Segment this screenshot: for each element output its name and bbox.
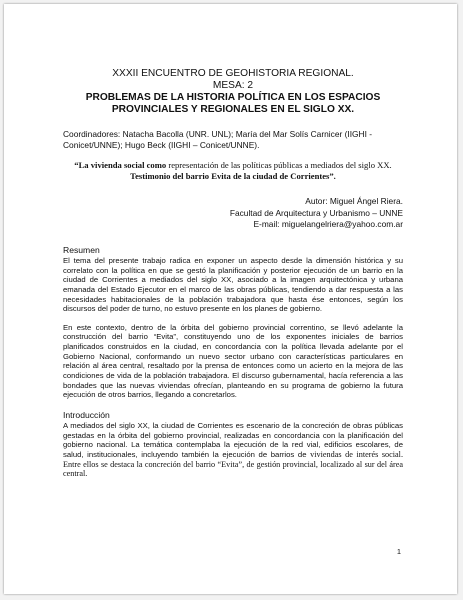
coordinators: Coordinadores: Natacha Bacolla (UNR. UNL); María del Mar Solís Carnicer (IIGHI - Conicet/UNNE); Hugo Beck (IIGHI – Conicet/UNNE). [63,129,373,150]
paper-title-part1: “La vivienda social como [74,160,167,171]
paper-title [63,160,403,181]
session-label: MESA: 2 [212,80,254,91]
author-email: E-mail: miguelangelriera@yahoo.com.ar [253,219,403,230]
page-content [63,68,403,479]
introduccion-heading: Introducción [63,410,110,421]
resumen-paragraph-2b: planificados construidos en la ciudad, en concordancia con la política llevada adelante por el Gobierno Nacional, conformando un nuevo sector urbano con características particulares en relación al área central, resaltado por la prensa de entonces como un acierto en la mejora de las condiciones de vida de la población trabajadora. El discurso gubernamental, hacía referencia a las bondades que las nuevas viviendas ofrecían, planteando en su programa de gobierno la futura ejecución de otros barrios, llegando a concretarlos. [63,342,403,400]
author-name: Autor: Miguel Ángel Riera. [305,196,403,207]
resumen-paragraph-2 [63,323,403,400]
paper-title-part3: Testimonio del barrio Evita de la ciudad de Corrientes”. [130,170,336,181]
resumen-paragraph-2a: En este contexto, dentro de la órbita del gobierno provincial correntino, se llevó adelante la construcción del barrio “Evita”, constituyendo uno de los exponentes iniciales de barrios [63,322,403,342]
paper-title-part2: representación de las políticas públicas a mediados del siglo XX. [166,160,392,171]
session-title-line1: PROBLEMAS DE LA HISTORIA POLÍTICA EN LOS ESPACIOS [85,92,381,103]
introduccion-paragraph-1 [63,421,403,479]
document-page [4,4,457,594]
author-block [63,196,403,231]
page-number: 1 [396,547,401,556]
introduccion-paragraph-1a: A mediados del siglo XX, la ciudad de Corrientes es escenario de la concreción de obras públicas gestadas en la órbita del gobierno provincial, realizadas en concordancia con la planificación del gobierno nacional. La temática contemplaba la ejecución de la red vial, edificios escolares, de salud, institucionales, incluyendo también la ejecución de barrios de [63,421,403,460]
session-title-line2: PROVINCIALES Y REGIONALES EN EL SIGLO XX. [111,104,355,115]
resumen-heading: Resumen [63,244,100,255]
resumen-paragraph-1: El tema del presente trabajo radica en exponer un aspecto desde la dimensión histórica y su correlato con la política en que se gestó la planificación y posterior ejecución de un barrio en la ciudad de Corrientes a mediados del siglo XX, asociado a la imagen arquitectónica y urbana emanada del Estado Ejecutor en el marco de las obras públicas, tendiendo a dar respuesta a las necesidades habitacionales de la población trabajadora que hasta ése entonces, según los discursos del poder de turno, no estuvo presente en los planes de gobierno. [63,255,403,314]
author-affiliation: Facultad de Arquitectura y Urbanismo – UNNE [229,207,403,218]
conference-header [63,68,403,116]
introduccion-paragraph-1b: viviendas de interés social. Entre ellos se destaca la concreción del barrio “Evita”, de gestión provincial, localizado al sur del área central. [63,450,403,479]
conference-title: XXXII ENCUENTRO DE GEOHISTORIA REGIONAL. [112,68,354,79]
